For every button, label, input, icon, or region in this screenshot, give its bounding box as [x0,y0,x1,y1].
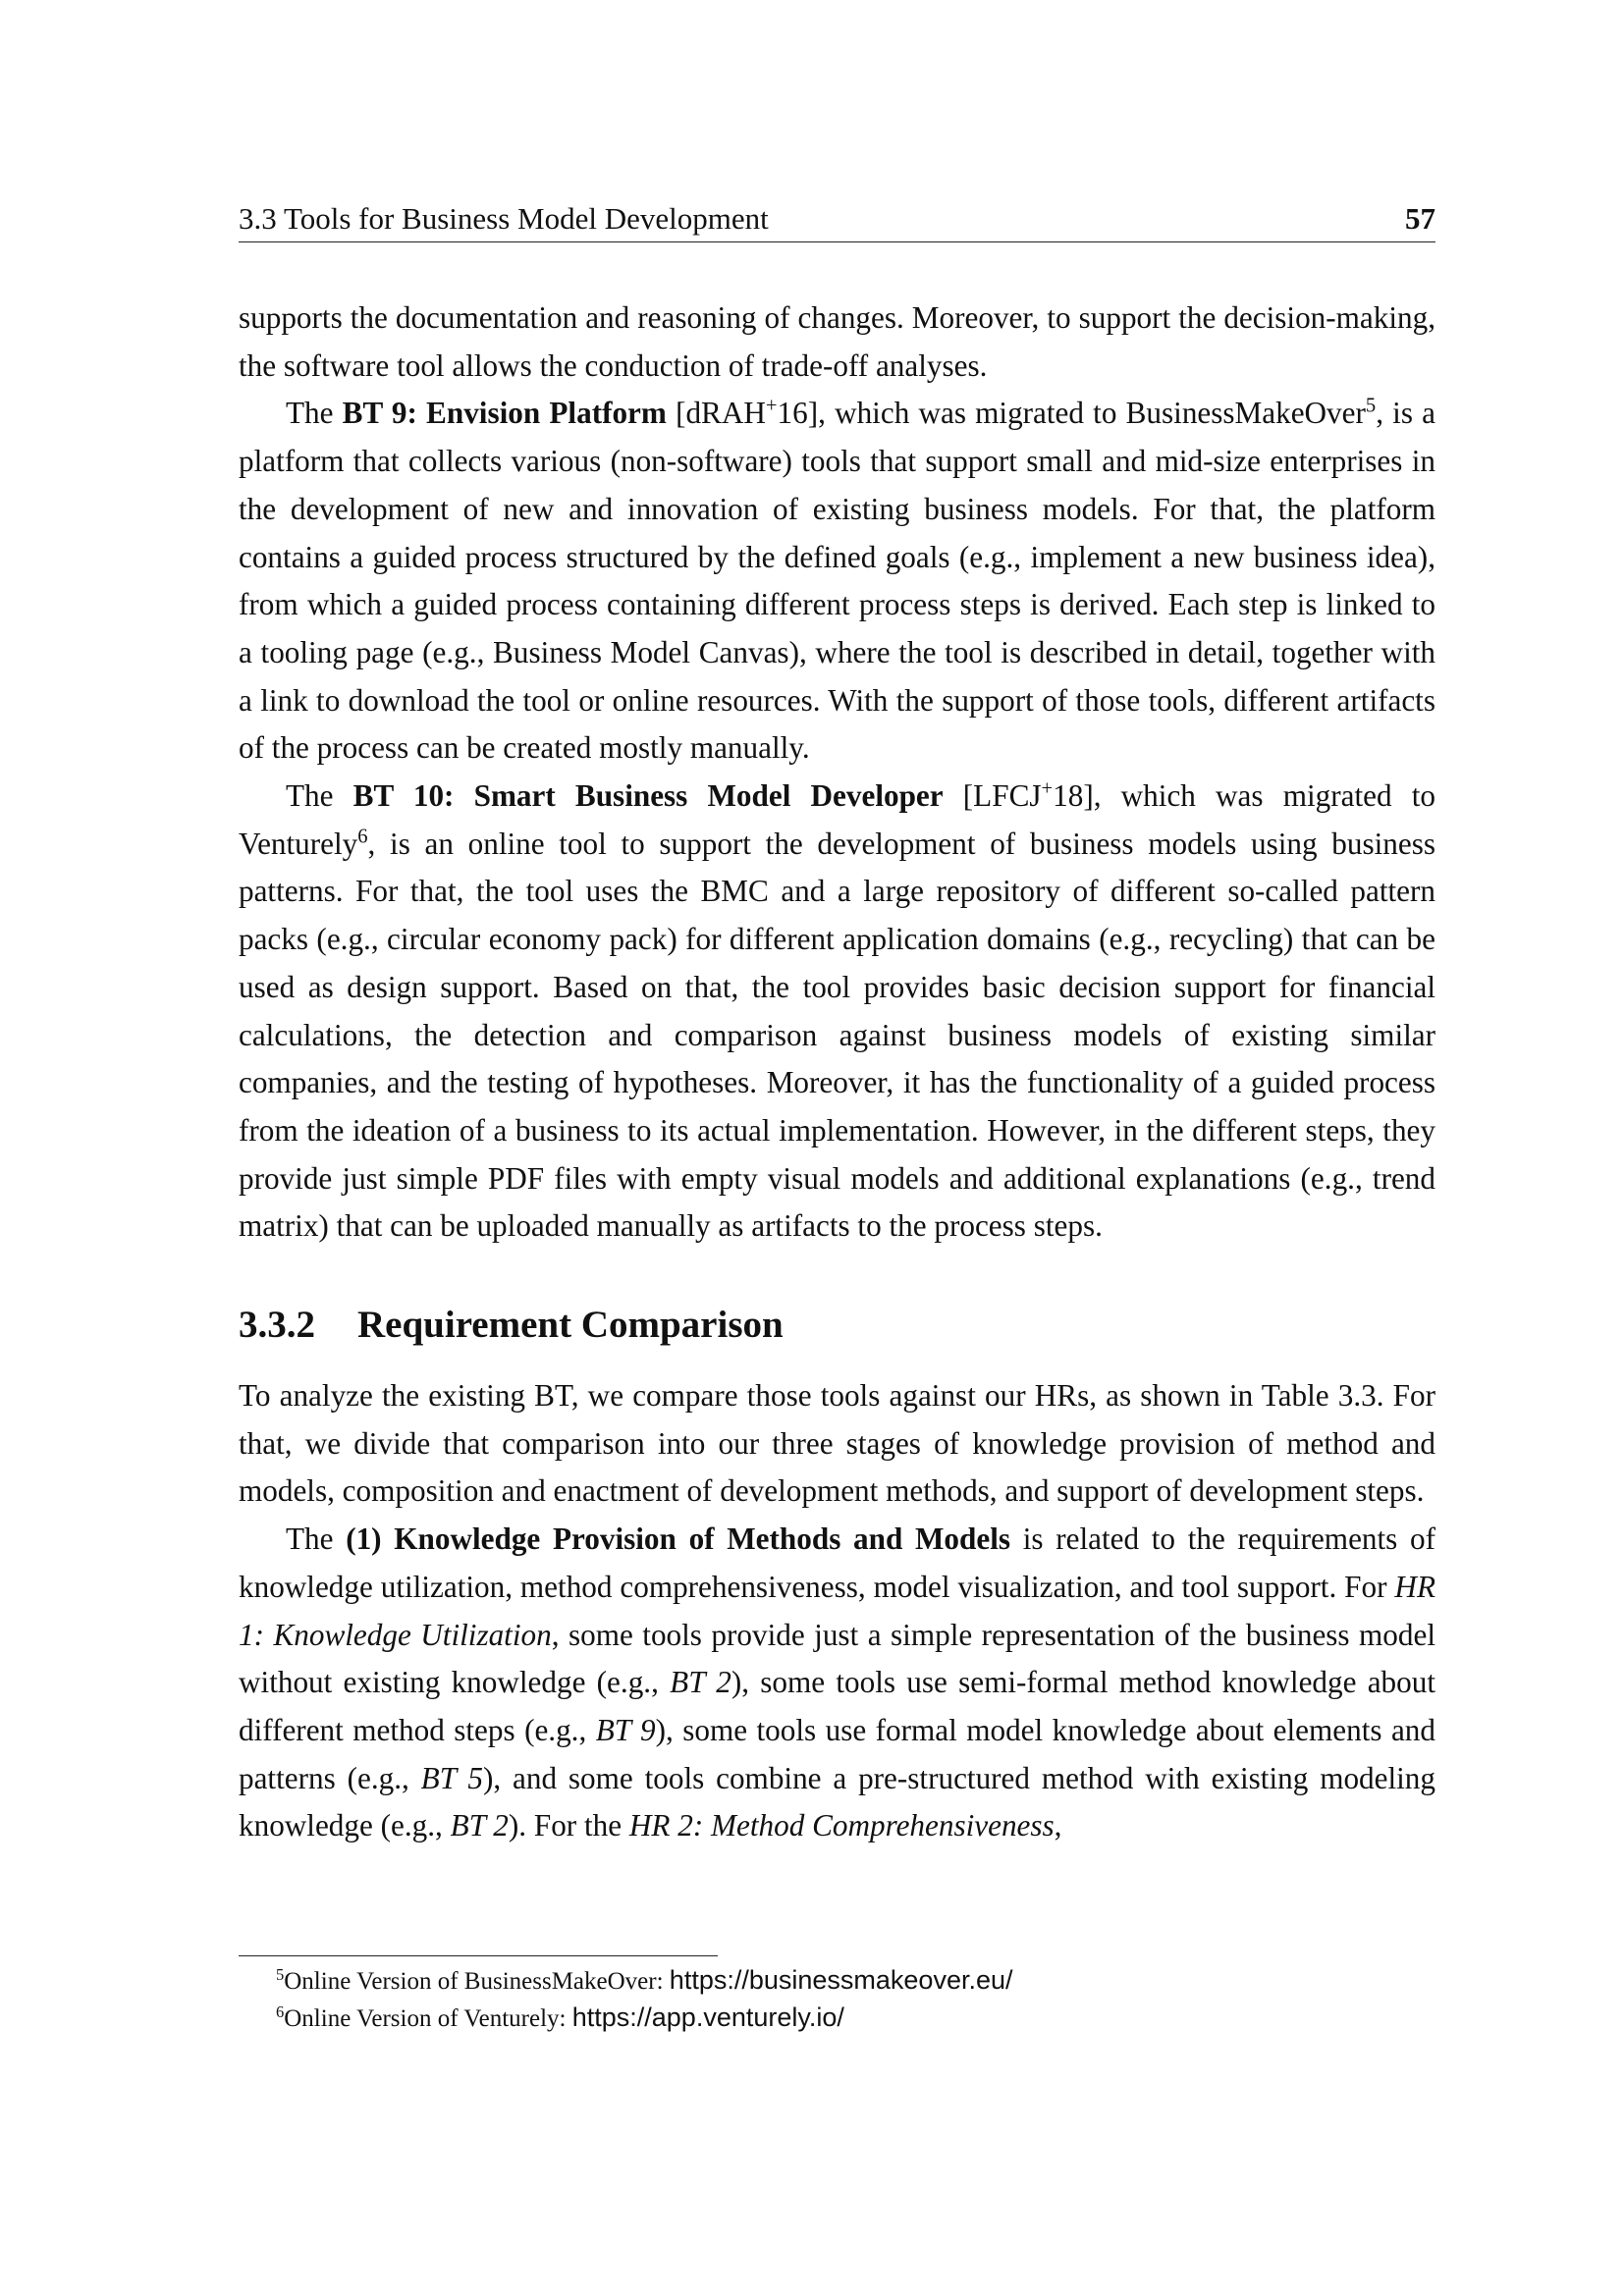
paragraph-intro: To analyze the existing BT, we compare those tools against our HRs, as shown in Table 3.3. For that, we divide that comparison into our three stages of knowledge provision of method and models, composition and enactment of development methods, and support of development steps. [239,1378,1435,1509]
footnote-ref-6[interactable]: 6 [357,826,368,848]
footnote-link[interactable]: https://app.venturely.io/ [571,2002,844,2032]
footnote-5: $^5$Online Version of BusinessMakeOver: https://businessmakeover.eu/ [276,1964,1013,1995]
body-text [239,294,1435,1850]
section-heading [239,1300,1435,1351]
paragraph-bt9: The BT 9: Envision Platform [dRAH+16], which was migrated to BusinessMakeOver$^5$, is a platform that collects various (non-software) tools that support small and mid-size enterprises in the development of new and innovation of existing business models. For that, the platform contains a guided process structured by the defined goals (e.g., implement a new business idea), from which a guided process containing different process steps is derived. Each step is linked to a tooling page (e.g., Business Model Canvas), where the tool is described in detail, together with a link to download the tool or online resources. With the support of those tools, different artifacts of the process can be created mostly manually. [239,396,1435,766]
section-title: Requirement Comparison [357,1304,784,1347]
footnote-rule [239,1955,718,1956]
footnote-link[interactable]: https://businessmakeover.eu/ [669,1965,1013,1995]
section-number: 3.3.2 [239,1304,315,1347]
footnote-6: $^6$Online Version of Venturely: https://app.venturely.io/ [276,2002,844,2032]
bt9-term: BT 9: Envision Platform [342,396,667,431]
knowledge-provision-term: (1) Knowledge Provision of Methods and Models [346,1522,1011,1557]
bt10-term: BT 10: Smart Business Model Developer [352,778,944,814]
running-title: 3.3 Tools for Business Model Development [239,201,769,236]
paragraph-continued: supports the documentation and reasoning of changes. Moreover, to support the decision-making, the software tool allows the conduction of trade-off analyses. [239,300,1435,383]
paragraph-knowledge-provision: The (1) Knowledge Provision of Methods and Models is related to the requirements of knowledge utilization, method comprehensiveness, model visualization, and tool support. For HR 1: Knowledge Utilization, some tools provide just a simple representation of the business model without existing knowledge (e.g., BT 2), some tools use semi-formal method knowledge about different method steps (e.g., BT 9), some tools use formal model knowledge about elements and patterns (e.g., BT 5), and some tools combine a pre-structured method with existing modeling knowledge (e.g., BT 2). For the HR 2: Method Comprehensiveness, [239,1522,1435,1843]
footnote-ref-5[interactable]: 5 [1365,396,1377,418]
running-header [239,196,1435,242]
paragraph-bt10: The BT 10: Smart Business Model Developer [LFCJ+18], which was migrated to Venturely$^6$, is an online tool to support the development of business models using business patterns. For that, the tool uses the BMC and a large repository of different so-called pattern packs (e.g., circular economy pack) for different application domains (e.g., recycling) that can be used as design support. Based on that, the tool provides basic decision support for financial calculations, the detection and comparison against business models of existing similar companies, and the testing of hypotheses. Moreover, it has the functionality of a guided process from the ideation of a business to its actual implementation. However, in the different steps, they provide just simple PDF files with empty visual models and additional explanations (e.g., trend matrix) that can be uploaded manually as artifacts to the process steps. [239,777,1435,1244]
footnotes [239,1955,1435,2037]
page-number: 57 [1405,201,1435,236]
